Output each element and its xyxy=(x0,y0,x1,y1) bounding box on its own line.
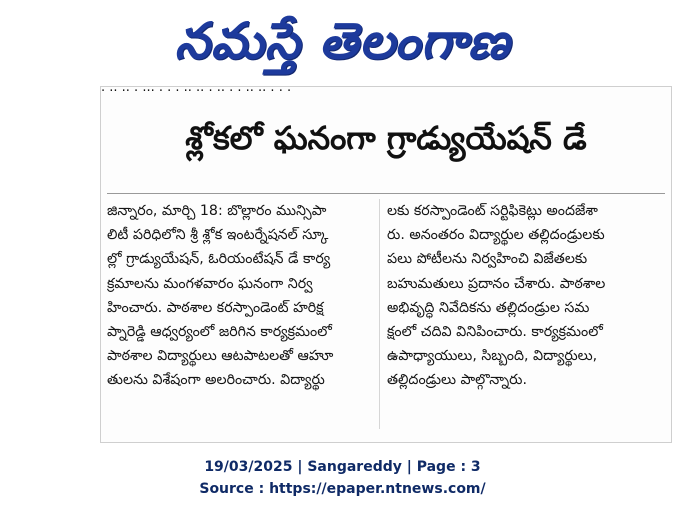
left-line: హించారు. పాఠశాల కరస్పాండెంట్ హరిక్ష xyxy=(107,299,324,316)
right-line: క్షంలో చదివి వినిపించారు. కార్యక్రమంలో xyxy=(387,323,603,340)
headline-rule xyxy=(107,193,665,194)
left-line: పాఠశాల విద్యార్థులు ఆటపాటలతో ఆహూ xyxy=(107,348,334,365)
left-line: ప్నారెడ్డి ఆధ్వర్యంలో జరిగిన కార్యక్రమంలో xyxy=(107,323,332,340)
right-column xyxy=(387,199,663,393)
headline-text: శ్లోకలో ఘనంగా గ్రాడ్యుయేషన్ డే xyxy=(185,119,587,157)
cut-line-text: · ·· ·· · ··· · · · ·· ·· · ·· · · ·· ·· · · · xyxy=(101,87,292,99)
right-line: అభివృద్ధి నివేదికను తల్లిదండ్రుల సమ xyxy=(387,299,590,316)
right-line: లకు కరస్పాండెంట్ సర్టిఫికెట్లు అందజేశా xyxy=(387,203,598,219)
left-line: లిటీ పరిధిలోని శ్రీ శ్లోక ఇంటర్నేషనల్ స్కూ xyxy=(107,227,329,244)
footer-date-edition: 19/03/2025 | Sangareddy | Page : 3 xyxy=(204,459,481,475)
right-line: బహుమతులు ప్రదానం చేశారు. పాఠశాల xyxy=(387,275,606,292)
masthead xyxy=(0,0,685,82)
left-line: క్రమాలను మంగళవారం ఘనంగా నిర్వ xyxy=(107,275,313,292)
left-column xyxy=(107,199,375,393)
left-line: తులను విశేషంగా అలరించారు. విద్యార్థు xyxy=(107,372,325,389)
masthead-logo: నమస్తే తెలంగాణ xyxy=(174,12,511,70)
right-line: ఉపాధ్యాయులు, సిబ్బంది, విద్యార్థులు, xyxy=(387,348,598,365)
article-clipping xyxy=(100,86,672,443)
headline xyxy=(101,111,671,173)
left-line: ల్లో గ్రాడ్యుయేషన్, ఓరియంటేషన్ డే కార్య xyxy=(107,251,331,268)
right-line: పలు పోటీలను నిర్వహించి విజేతలకు xyxy=(387,251,588,268)
right-line: తల్లిదండ్రులు పాల్గొన్నారు. xyxy=(387,372,527,389)
cut-line xyxy=(101,87,671,105)
column-divider xyxy=(379,199,380,429)
footer-source: Source : https://epaper.ntnews.com/ xyxy=(199,481,486,497)
left-line: జిన్నారం, మార్చి 18: బొల్లారం మున్సిపా xyxy=(107,203,327,219)
right-line: రు. అనంతరం విద్యార్థుల తల్లిదండ్రులకు xyxy=(387,227,605,244)
